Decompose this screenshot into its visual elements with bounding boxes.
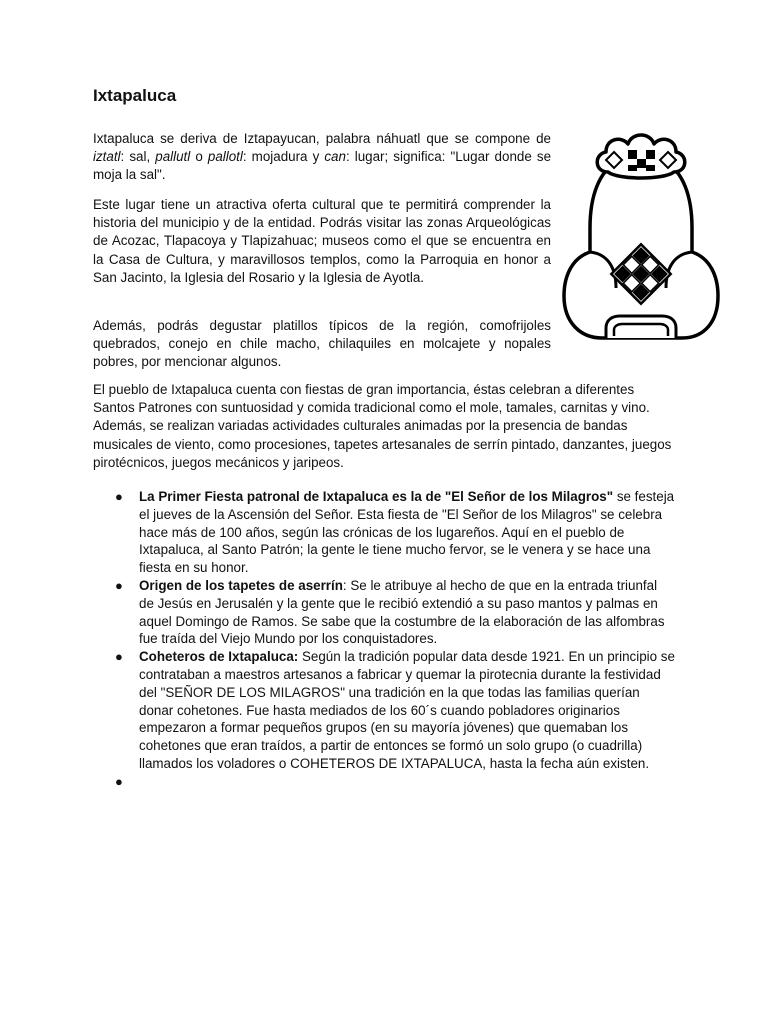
- intro-term: pallutl: [155, 149, 191, 165]
- bullet-icon: ●: [115, 577, 123, 593]
- intro-text: o: [190, 149, 208, 165]
- bullet-icon: ●: [115, 489, 123, 504]
- intro-term: can: [324, 149, 346, 165]
- ixtapaluca-glyph-icon: [560, 128, 722, 346]
- list-item-heading: Origen de los tapetes de aserrín: [139, 577, 343, 593]
- list-item: [115, 488, 675, 577]
- intro-text: : sal,: [120, 149, 156, 165]
- intro-term: pallotl: [207, 149, 243, 165]
- page-title: Ixtapaluca: [93, 86, 177, 105]
- intro-paragraph: [93, 130, 551, 185]
- food-paragraph: Además, podrás degustar platillos típicos de la región, comofrijoles quebrados, conejo en chile macho, chilaquiles en molcajete y nopales pobres, por mencionar algunos.: [93, 318, 551, 370]
- list-item-text: Según la tradición popular data desde 1921. En un principio se contrataban a maestros artesanos a fabricar y quemar la pirotecnia durante la festividad del "SEÑOR DE LOS MILAGROS" una tradición en la que todas las familias querían donar cohetones. Fue hasta mediados de los 60´s cuando pobladores originarios empezaron a formar pequeños grupos (en su mayoría jóvenes) que quemaban los cohetones que eran traídos, a partir de entonces se formó un solo grupo (o cuadrilla) llamados los voladores o COHETEROS DE IXTAPALUCA, hasta la fecha aún existen.: [139, 649, 675, 771]
- list-item: [115, 648, 675, 773]
- events-list: [115, 488, 675, 791]
- intro-text: : mojadura y: [242, 149, 325, 165]
- intro-text: Ixtapaluca se deriva de Iztapayucan, palabra náhuatl que se compone de: [93, 131, 551, 146]
- bullet-icon: ●: [115, 773, 123, 789]
- bullet-icon: ●: [115, 649, 123, 665]
- intro-text: : lugar; significa: "Lugar donde se moja la sal".: [93, 149, 552, 183]
- culture-paragraph: Este lugar tiene un atractiva oferta cultural que te permitirá comprender la historia del municipio y de la entidad. Podrás visitar las zonas Arqueológicas de Acozac, Tlapacoya y Tlapizahuac; museos como el que se encuentra en la Casa de Cultura, y maravillosos templos, como la Parroquia en honor a San Jacinto, la Iglesia del Rosario y la Iglesia de Ayotla.: [93, 197, 551, 285]
- list-item-text: se festeja el jueves de la Ascensión del Señor. Esta fiesta de "El Señor de los Milagros" se celebra hace más de 100 años, según las crónicas de los lugareños. Aquí en el pueblo de Ixtapaluca, al Santo Patrón; la gente le tiene mucho fervor, se le venera y se hace una fiesta en su honor.: [139, 489, 675, 576]
- empty-list-item: [115, 773, 675, 791]
- list-item: [115, 577, 675, 648]
- intro-term: iztatl: [93, 149, 121, 165]
- list-item-text: : Se le atribuye al hecho de que en la entrada triunfal de Jesús en Jerusalén y la gente que le recibió extendió a su paso mantos y palmas en aquel Domingo de Ramos. Se sabe que la costumbre de la elaboración de las alfombras fue traída del Viejo Mundo por los conquistadores.: [139, 577, 665, 647]
- festivals-paragraph: El pueblo de Ixtapaluca cuenta con fiestas de gran importancia, éstas celebran a diferentes Santos Patrones con suntuosidad y comida tradicional como el mole, tamales, carnitas y vino. Además, se realizan variadas actividades culturales animadas por la presencia de bandas musicales de viento, como procesiones, tapetes artesanales de serrín pintado, danzantes, juegos pirotécnicos, juegos mecánicos y jaripeos.: [93, 382, 672, 470]
- list-item-heading: Coheteros de Ixtapaluca:: [139, 649, 299, 665]
- list-item-heading: La Primer Fiesta patronal de Ixtapaluca es la de "El Señor de los Milagros": [139, 489, 614, 504]
